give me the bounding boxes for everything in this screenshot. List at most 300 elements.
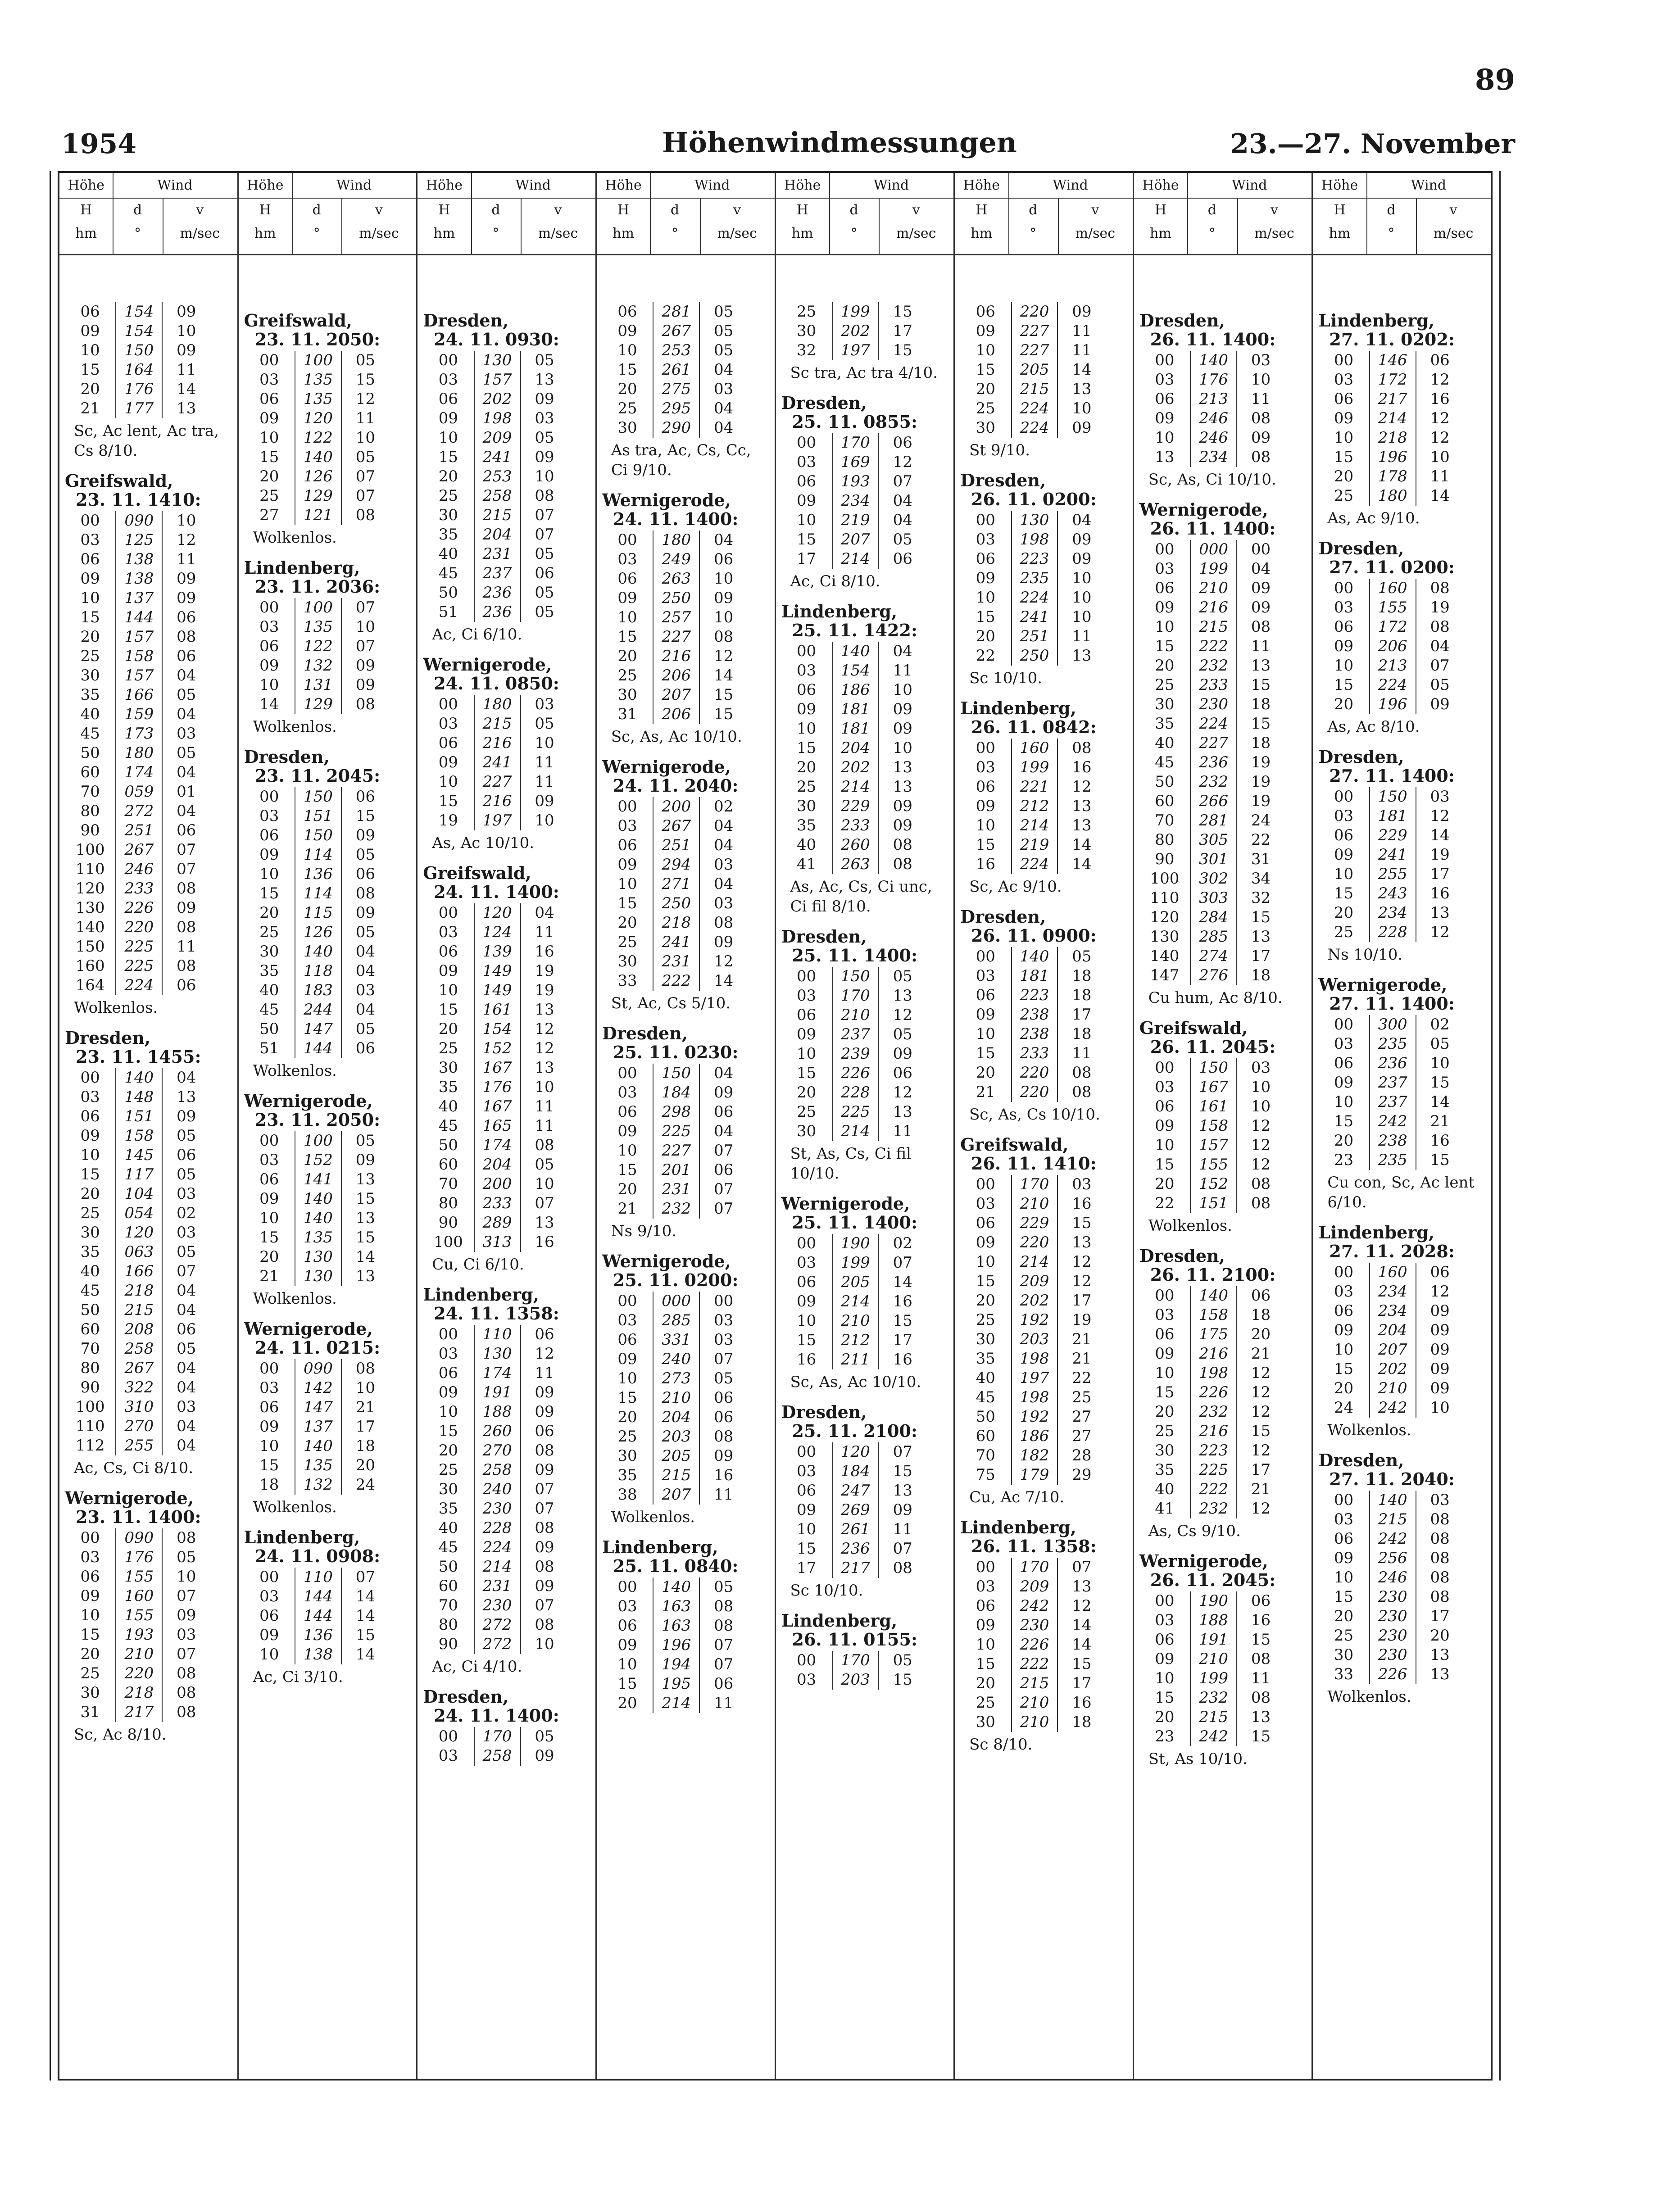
- height-value: 03: [1334, 371, 1354, 389]
- observation-rows: [1318, 1491, 1487, 1684]
- speed-value: 08: [1251, 1650, 1271, 1668]
- direction-value: 130: [1011, 511, 1058, 530]
- hoehe-label: Höhe: [59, 173, 113, 199]
- speed-value: 12: [1430, 1283, 1450, 1301]
- hm-label: hm: [1150, 226, 1171, 241]
- height-value: 06: [80, 1568, 100, 1586]
- speed-value: 08: [1430, 1530, 1450, 1548]
- speed-value: 10: [535, 1078, 554, 1096]
- observation-rows: [602, 1577, 771, 1713]
- speed-value: 07: [713, 1655, 734, 1673]
- speed-value: 10: [1072, 399, 1092, 417]
- speed-value: 12: [1251, 1383, 1271, 1401]
- direction-value: 173: [115, 724, 163, 743]
- height-value: 00: [1155, 540, 1175, 558]
- deg-label: °: [850, 226, 858, 241]
- speed-value: 12: [1251, 1156, 1271, 1174]
- speed-value: 12: [1072, 1597, 1092, 1615]
- station-block: [602, 1538, 771, 1713]
- height-value: 09: [1155, 1117, 1175, 1135]
- speed-value: 05: [355, 1132, 375, 1150]
- direction-value: 000: [1190, 540, 1237, 559]
- station-block: [781, 302, 950, 383]
- direction-value: 225: [653, 1122, 700, 1141]
- d-label: d: [491, 202, 500, 218]
- height-value: 60: [438, 1156, 458, 1174]
- hm-label: hm: [433, 226, 455, 241]
- direction-value: 238: [1369, 1131, 1416, 1151]
- height-value: 20: [1334, 904, 1354, 922]
- speed-value: 12: [713, 952, 734, 970]
- height-value: 00: [976, 1558, 995, 1576]
- station-heading: [423, 655, 592, 693]
- observation-rows: [781, 967, 950, 1141]
- speed-value: 16: [1430, 390, 1450, 408]
- speed-value: 18: [1072, 986, 1092, 1004]
- deg-label: °: [134, 226, 141, 241]
- direction-value: 181: [1369, 807, 1416, 826]
- direction-value: 217: [1369, 390, 1416, 409]
- height-value: 00: [797, 967, 817, 985]
- speed-value: 21: [355, 1398, 375, 1416]
- height-value: 09: [438, 962, 458, 980]
- direction-value: 090: [115, 1528, 163, 1548]
- height-value: 13: [1155, 448, 1175, 466]
- station-heading: [602, 757, 771, 795]
- height-value: 19: [438, 811, 458, 830]
- height-value: 20: [1155, 1403, 1175, 1421]
- height-value: 15: [438, 1422, 458, 1440]
- direction-value: 135: [295, 390, 342, 409]
- column-body: [776, 255, 954, 1690]
- direction-value: 157: [474, 370, 521, 390]
- direction-value: 233: [115, 879, 163, 898]
- direction-value: 170: [832, 433, 879, 453]
- height-value: 15: [80, 361, 100, 379]
- direction-value: 158: [115, 647, 163, 666]
- cloud-note: Sc 10/10.: [969, 669, 1043, 687]
- height-value: 00: [438, 1727, 458, 1745]
- direction-value: 231: [653, 952, 700, 971]
- direction-value: 215: [1190, 617, 1237, 637]
- speed-value: 13: [355, 1209, 375, 1227]
- observation-rows: [1318, 1263, 1487, 1418]
- direction-value: 221: [1011, 777, 1058, 797]
- observation-rows: [781, 1234, 950, 1369]
- station-datetime: 26. 11. 2045:: [1150, 1570, 1276, 1590]
- speed-value: 20: [355, 1456, 375, 1474]
- speed-value: 15: [1251, 1631, 1271, 1649]
- height-value: 80: [80, 1359, 100, 1377]
- ms-label: m/sec: [1254, 226, 1294, 241]
- direction-value: 209: [1011, 1272, 1058, 1291]
- speed-value: 08: [177, 957, 196, 975]
- station-datetime: 24. 11. 0850:: [434, 673, 559, 694]
- direction-value: 217: [115, 1703, 163, 1722]
- speed-value: 04: [355, 962, 375, 980]
- direction-value: 255: [115, 1436, 163, 1455]
- station-heading: [602, 1538, 771, 1576]
- direction-value: 136: [295, 865, 342, 884]
- direction-value: 197: [832, 341, 879, 360]
- speed-value: 03: [1430, 1491, 1450, 1509]
- speed-value: 12: [535, 1345, 554, 1363]
- hoehe-label: Höhe: [1134, 173, 1188, 199]
- table-column: [1313, 173, 1491, 2079]
- height-value: 03: [259, 618, 279, 636]
- speed-value: 11: [535, 773, 554, 791]
- speed-value: 11: [713, 1486, 734, 1504]
- speed-value: 09: [177, 589, 196, 607]
- height-value: 00: [438, 695, 458, 713]
- direction-value: 164: [115, 360, 163, 380]
- cloud-note: Ac, Ci 3/10.: [253, 1668, 343, 1686]
- station-datetime: 23. 11. 1400:: [76, 1507, 201, 1527]
- speed-value: 15: [1072, 1214, 1092, 1232]
- height-value: 45: [80, 1282, 100, 1300]
- height-value: 50: [80, 744, 100, 762]
- speed-value: 05: [355, 448, 375, 466]
- height-value: 20: [976, 380, 995, 398]
- height-value: 25: [976, 1311, 995, 1329]
- direction-value: 210: [1011, 1194, 1058, 1214]
- direction-value: 199: [832, 1253, 879, 1273]
- height-value: 25: [438, 1039, 458, 1057]
- direction-unit: [1366, 199, 1417, 254]
- direction-value: 130: [474, 351, 521, 370]
- direction-value: 152: [295, 1151, 342, 1170]
- height-value: 25: [259, 487, 279, 505]
- height-value: 10: [976, 341, 995, 359]
- d-label: d: [133, 202, 142, 218]
- station-datetime: 27. 11. 0200:: [1329, 557, 1455, 577]
- direction-value: 224: [1190, 714, 1237, 734]
- column-header: [955, 173, 1133, 255]
- station-block: [1318, 748, 1487, 965]
- speed-value: 08: [1430, 1549, 1450, 1567]
- direction-value: 240: [653, 1350, 700, 1369]
- speed-value: 14: [893, 1273, 912, 1291]
- direction-value: 263: [832, 855, 879, 874]
- direction-unit: [113, 199, 163, 254]
- height-value: 10: [438, 773, 458, 791]
- speed-value: 07: [1072, 1558, 1092, 1576]
- height-value: 51: [438, 603, 458, 621]
- speed-value: 15: [1251, 715, 1271, 733]
- speed-value: 17: [355, 1418, 375, 1436]
- direction-value: 120: [115, 1223, 163, 1242]
- direction-value: 199: [832, 302, 879, 322]
- direction-value: 204: [474, 1155, 521, 1174]
- direction-value: 167: [474, 1058, 521, 1078]
- height-value: 51: [259, 1039, 279, 1057]
- height-value: 03: [1334, 1510, 1354, 1528]
- speed-value: 08: [713, 1597, 734, 1615]
- height-value: 00: [1155, 1287, 1175, 1305]
- speed-value: 05: [893, 1651, 912, 1669]
- height-value: 03: [976, 530, 995, 548]
- observation-rows: [1318, 351, 1487, 506]
- station-heading: [602, 1252, 771, 1290]
- height-value: 03: [797, 987, 817, 1005]
- height-value: 09: [1334, 1321, 1354, 1339]
- station-datetime: 25. 11. 0855:: [792, 412, 917, 432]
- direction-value: 232: [653, 1199, 700, 1219]
- height-value: 50: [259, 1020, 279, 1038]
- height-value: 06: [259, 1398, 279, 1416]
- height-value: 100: [1150, 870, 1180, 888]
- speed-value: 09: [355, 826, 375, 844]
- speed-value: 14: [1430, 487, 1450, 505]
- direction-value: 226: [1190, 1383, 1237, 1402]
- direction-value: 251: [1011, 627, 1058, 646]
- station-datetime: 24. 11. 1358:: [434, 1303, 559, 1324]
- direction-value: 163: [653, 1616, 700, 1636]
- speed-value: 07: [355, 598, 375, 616]
- direction-value: 232: [1190, 772, 1237, 792]
- speed-value: 25: [1072, 1388, 1092, 1406]
- height-value: 06: [797, 472, 817, 490]
- speed-value: 15: [355, 807, 375, 825]
- speed-value: 13: [1072, 380, 1092, 398]
- observation-rows: [1139, 351, 1308, 467]
- speed-value: 05: [713, 303, 734, 321]
- height-value: 20: [617, 1408, 637, 1426]
- direction-value: 180: [474, 695, 521, 714]
- observation-rows: [244, 351, 413, 525]
- direction-value: 231: [653, 1180, 700, 1199]
- direction-value: 272: [115, 802, 163, 821]
- height-value: 25: [1334, 1627, 1354, 1645]
- direction-value: 204: [1369, 1321, 1416, 1340]
- direction-value: 217: [832, 1559, 879, 1578]
- direction-value: 216: [1190, 598, 1237, 617]
- direction-unit: [650, 199, 700, 254]
- station-name: Wernigerode,: [1318, 975, 1448, 995]
- height-value: 32: [797, 341, 817, 359]
- speed-value: 08: [893, 855, 912, 873]
- speed-value: 04: [177, 1359, 196, 1377]
- direction-value: 166: [115, 685, 163, 705]
- height-value: 03: [617, 1597, 637, 1615]
- direction-value: 215: [1011, 380, 1058, 399]
- speed-value: 08: [535, 1136, 554, 1154]
- cloud-note: Wolkenlos.: [253, 529, 337, 547]
- height-value: 50: [438, 584, 458, 602]
- direction-value: 142: [295, 1378, 342, 1398]
- height-value: 06: [438, 734, 458, 752]
- direction-value: 230: [1369, 1587, 1416, 1607]
- direction-value: 241: [474, 753, 521, 772]
- speed-value: 15: [1251, 908, 1271, 926]
- page-number: 89: [1475, 63, 1515, 97]
- direction-value: 225: [1190, 1460, 1237, 1480]
- station-block: [960, 699, 1129, 897]
- height-value: 80: [438, 1194, 458, 1212]
- speed-value: 08: [1430, 1588, 1450, 1606]
- direction-value: 063: [115, 1242, 163, 1262]
- height-value: 09: [617, 856, 637, 874]
- cloud-note: Ac, Ci 4/10.: [432, 1658, 522, 1676]
- speed-value: 08: [1251, 1175, 1271, 1193]
- ms-label: m/sec: [896, 226, 936, 241]
- height-value: 03: [797, 453, 817, 471]
- speed-value: 12: [177, 531, 196, 549]
- speed-value: 08: [1251, 409, 1271, 427]
- height-unit: [239, 199, 293, 254]
- height-value: 15: [797, 530, 817, 548]
- direction-value: 232: [1190, 656, 1237, 675]
- station-name: Dresden,: [781, 1402, 867, 1422]
- height-value: 10: [80, 1606, 100, 1624]
- direction-value: 234: [1369, 903, 1416, 923]
- station-block: [781, 394, 950, 591]
- height-value: 15: [797, 1064, 817, 1082]
- direction-value: 170: [474, 1727, 521, 1746]
- height-value: 23: [1334, 1151, 1354, 1169]
- station-block: [960, 1518, 1129, 1754]
- speed-value: 06: [713, 1161, 734, 1179]
- direction-value: 140: [295, 942, 342, 961]
- height-value: 00: [976, 1175, 995, 1193]
- station-block: [1318, 1451, 1487, 1707]
- station-block: [65, 302, 234, 461]
- height-value: 03: [1155, 1078, 1175, 1096]
- speed-value: 05: [177, 1340, 196, 1358]
- speed-value: 14: [713, 666, 734, 684]
- speed-value: 04: [1430, 637, 1450, 655]
- ms-label: m/sec: [1075, 226, 1116, 241]
- direction-value: 205: [832, 1273, 879, 1292]
- station-datetime: 24. 11. 1400:: [434, 882, 559, 902]
- height-value: 20: [80, 1645, 100, 1663]
- station-block: [423, 864, 592, 1274]
- height-value: 25: [259, 923, 279, 941]
- speed-value: 16: [1251, 1611, 1271, 1629]
- direction-value: 222: [653, 971, 700, 991]
- v-label: v: [733, 202, 741, 218]
- height-value: 80: [1155, 831, 1175, 849]
- deg-label: °: [1208, 226, 1216, 241]
- speed-value: 05: [893, 967, 912, 985]
- height-value: 147: [1150, 966, 1180, 984]
- height-value: 15: [80, 1626, 100, 1644]
- direction-value: 267: [653, 816, 700, 836]
- speed-value: 12: [1430, 807, 1450, 825]
- direction-value: 196: [1369, 448, 1416, 467]
- H-label: H: [1154, 202, 1167, 218]
- station-block: [1318, 1223, 1487, 1440]
- observation-rows: [960, 947, 1129, 1102]
- station-block: [423, 1285, 592, 1677]
- direction-value: 246: [1369, 1568, 1416, 1587]
- speed-value: 11: [535, 1097, 554, 1115]
- height-value: 15: [1334, 1112, 1354, 1130]
- cloud-note: As, Ac 9/10.: [1327, 509, 1420, 527]
- direction-value: 146: [1369, 351, 1416, 370]
- station-block: [1139, 1552, 1308, 1769]
- wind-label: Wind: [1187, 173, 1311, 199]
- speed-value: 13: [893, 758, 912, 776]
- height-value: 41: [797, 855, 817, 873]
- height-value: 15: [1334, 1360, 1354, 1378]
- height-value: 09: [797, 1025, 817, 1043]
- speed-value: 18: [1072, 967, 1092, 985]
- height-value: 03: [797, 1254, 817, 1272]
- station-heading: [960, 1135, 1129, 1173]
- direction-value: 122: [295, 637, 342, 656]
- speed-value: 12: [893, 1083, 912, 1101]
- speed-value: 06: [177, 647, 196, 665]
- speed-value: 06: [1430, 351, 1450, 369]
- speed-value: 05: [1430, 676, 1450, 694]
- direction-value: 234: [1190, 448, 1237, 467]
- direction-value: 272: [474, 1615, 521, 1635]
- station-datetime: 24. 11. 2040:: [613, 775, 739, 796]
- height-value: 15: [1155, 637, 1175, 655]
- speed-value: 17: [893, 1331, 912, 1349]
- height-value: 130: [75, 899, 105, 917]
- direction-value: 272: [474, 1635, 521, 1654]
- direction-value: 260: [832, 835, 879, 855]
- observation-rows: [960, 739, 1129, 874]
- height-value: 03: [1155, 371, 1175, 389]
- station-name: Dresden,: [244, 747, 330, 767]
- direction-value: 138: [295, 1645, 342, 1664]
- H-label: H: [1334, 202, 1346, 218]
- direction-value: 124: [474, 923, 521, 942]
- speed-value: 04: [713, 875, 734, 893]
- height-value: 09: [80, 1127, 100, 1145]
- direction-value: 303: [1190, 888, 1237, 908]
- direction-value: 154: [474, 1020, 521, 1039]
- speed-value: 11: [177, 361, 196, 379]
- direction-value: 222: [1190, 637, 1237, 656]
- direction-value: 120: [295, 409, 342, 428]
- speed-value: 08: [535, 1558, 554, 1576]
- column-header: [776, 173, 954, 255]
- direction-value: 202: [832, 322, 879, 341]
- direction-value: 196: [1369, 695, 1416, 714]
- direction-value: 256: [1369, 1549, 1416, 1568]
- speed-value: 08: [1430, 1568, 1450, 1586]
- station-datetime: 25. 11. 1400:: [792, 1212, 917, 1233]
- direction-value: 214: [832, 1292, 879, 1311]
- cloud-note: Ac, Cs, Ci 8/10.: [74, 1459, 194, 1477]
- direction-value: 224: [1011, 855, 1058, 874]
- station-heading: [602, 1024, 771, 1062]
- station-block: [1139, 1247, 1308, 1541]
- height-value: 20: [1334, 1607, 1354, 1625]
- speed-value: 05: [177, 744, 196, 762]
- height-value: 25: [1334, 923, 1354, 941]
- direction-value: 224: [1011, 418, 1058, 438]
- direction-value: 140: [295, 1209, 342, 1228]
- height-value: 35: [617, 1466, 637, 1484]
- direction-value: 285: [653, 1311, 700, 1330]
- speed-value: 09: [893, 1045, 912, 1063]
- table-column: [239, 173, 418, 2079]
- height-value: 14: [259, 695, 279, 713]
- speed-value: 14: [1072, 1636, 1092, 1654]
- observation-rows: [65, 1528, 234, 1722]
- height-value: 06: [976, 986, 995, 1004]
- direction-value: 140: [295, 1189, 342, 1209]
- height-value: 06: [617, 303, 637, 321]
- direction-value: 151: [295, 807, 342, 826]
- height-value: 90: [1155, 850, 1175, 868]
- direction-value: 208: [115, 1320, 163, 1339]
